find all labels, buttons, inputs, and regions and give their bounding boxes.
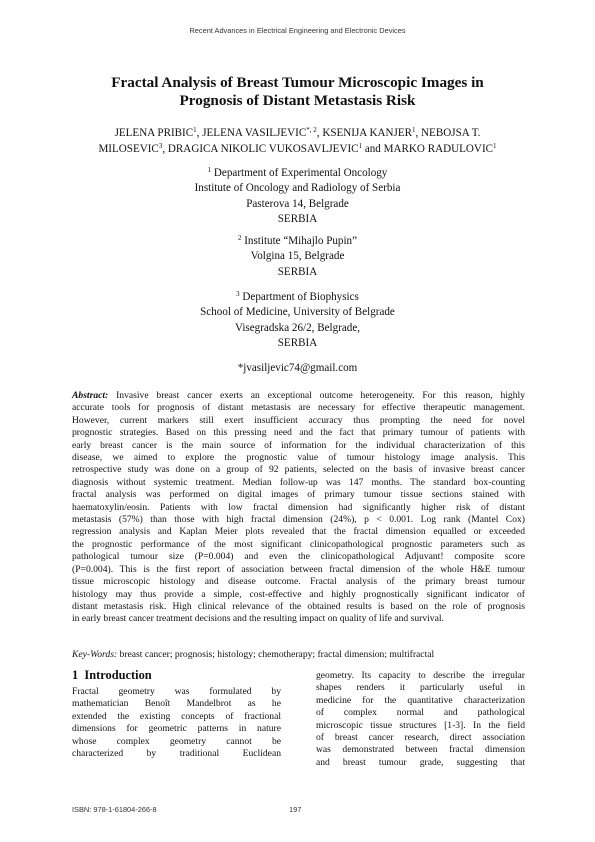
title-line: Fractal Analysis of Breast Tumour Microscopic Images in xyxy=(111,74,484,91)
abstract-line: (P=0.004). This is the first report of association between fractal dimension of the whole H&E tumour xyxy=(72,563,525,575)
author-line xyxy=(50,141,545,157)
affiliation-1 xyxy=(100,166,495,227)
affiliation-line: SERBIA xyxy=(277,265,318,278)
author-line xyxy=(50,125,545,141)
author-name: KSENIJA KANJER xyxy=(322,127,412,139)
affiliation-line xyxy=(100,166,495,181)
author-separator: and xyxy=(362,143,384,155)
keywords-label: Key-Words: xyxy=(72,649,118,660)
abstract-line: prognostic strategies. Based on this pressing need and the fact that primary tumour of patients with xyxy=(72,427,525,439)
affiliation-line: Visegradska 26/2, Belgrade, xyxy=(234,321,361,334)
abstract-line: the prognostic performance of the most significant clinicopathological prognostic parameters such as xyxy=(72,538,525,550)
affiliation-line: Pasterova 14, Belgrade xyxy=(246,197,349,210)
body-line: shapes renders it particularly useful in xyxy=(316,682,525,694)
abstract-line: pathological tumour size (P=0.004) and even the clinicopathological Adjuvant! composite score xyxy=(72,551,525,563)
abstract xyxy=(72,390,525,626)
paper-title xyxy=(60,74,535,110)
abstract-line: However, current markers still exert insufficient accuracy thus prompting the need for novel xyxy=(72,414,525,426)
body-line: and breast tumour grade, suggesting that xyxy=(316,756,525,768)
abstract-label: Abstract: xyxy=(72,390,109,401)
contact-email: *jvasiljevic74@gmail.com xyxy=(237,362,358,374)
section-heading xyxy=(72,668,152,683)
body-line: microscopic tissue structures [1-3]. In the field xyxy=(316,719,525,731)
title-line: Prognosis of Distant Metastasis Risk xyxy=(179,92,416,109)
abstract-line: tissue microscopic histology and disease outcome. Fractal analysis of the primary breast tumour xyxy=(72,576,525,588)
affiliation-line: Institute of Oncology and Radiology of Serbia xyxy=(194,182,401,195)
body-line: Fractal geometry was formulated by xyxy=(72,686,281,697)
author-affiliation-mark: 1 xyxy=(358,142,363,150)
running-header: Recent Advances in Electrical Engineering and Electronic Devices xyxy=(189,26,406,35)
abstract-line: distant metastasis risk. High clinical relevance of the obtained results is based on the role of prognosis xyxy=(72,600,525,612)
abstract-line: diagnosis without systemic treatment. Median follow-up was 147 months. The standard box-counting xyxy=(72,476,525,488)
abstract-text: Invasive breast cancer exerts an exceptional outcome heterogeneity. For this reason, highly xyxy=(108,390,525,401)
body-line: geometry. Its capacity to describe the irregular xyxy=(316,670,525,681)
abstract-line: disease, we aimed to explore the prognostic value of tumour histology image analysis. This xyxy=(72,452,525,464)
abstract-line: retrospective study was done on a group of 92 patients, selected on the basis of invasive breast cancer xyxy=(72,464,525,476)
section-number: 1 xyxy=(72,668,79,682)
affiliation-line: SERBIA xyxy=(277,336,318,349)
author-affiliation-mark: 3 xyxy=(158,142,163,150)
abstract-line: fractal analysis was performed on digital images of primary tumour tissue sections stained with xyxy=(72,489,525,501)
affiliation-mark: 3 xyxy=(236,290,240,298)
body-column-right xyxy=(316,670,525,769)
author-name: JELENA VASILJEVIC xyxy=(202,127,307,139)
abstract-line: haematoxylin/eosin. Patients with low fractal dimension had significantly higher risk of distant xyxy=(72,501,525,513)
page-number: 197 xyxy=(289,805,302,814)
abstract-line: regression analysis and Kaplan Meier plots revealed that the fractal dimension equalled or exceeded xyxy=(72,526,525,538)
abstract-line: in early breast cancer treatment decisions and the resulting impact on quality of life and survival. xyxy=(72,613,444,625)
body-column-left xyxy=(72,686,281,760)
author-name: JELENA PRIBIC xyxy=(114,127,194,139)
abstract-line: early breast cancer is the main source of information for the individual characterization of this xyxy=(72,439,525,451)
body-line: extended the existing concepts of fractional xyxy=(72,710,281,722)
affiliation-mark: 2 xyxy=(237,234,242,242)
affiliation-line: SERBIA xyxy=(277,212,318,225)
abstract-line xyxy=(72,390,525,402)
affiliation-text: Department of Biophysics xyxy=(239,291,359,303)
abstract-line: histology may thus provide a simple, cost-effective and highly prognostically significant indicator of xyxy=(72,588,525,600)
abstract-line: metastasis (57%) than those with high fractal dimension (24%), p < 0.001. Log rank (Mantel Cox) xyxy=(72,514,525,526)
affiliation-text: Department of Experimental Oncology xyxy=(211,167,388,179)
body-line: medicine for the quantitative characterization xyxy=(316,694,525,706)
author-affiliation-mark: 1 xyxy=(412,126,416,134)
author-separator: , xyxy=(316,127,323,139)
footer-isbn: ISBN: 978-1-61804-266-8 xyxy=(72,805,157,814)
affiliation-3 xyxy=(100,290,495,351)
author-affiliation-mark: *, 2 xyxy=(306,126,317,134)
body-line: characterized by traditional Euclidean xyxy=(72,748,281,760)
author-separator: , xyxy=(196,127,203,139)
section-title: Introduction xyxy=(84,668,152,682)
author-separator: , xyxy=(415,127,422,139)
affiliation-line: School of Medicine, University of Belgrade xyxy=(200,306,395,319)
affiliation-line xyxy=(100,234,495,249)
author-separator: , xyxy=(162,143,168,155)
author-name: MARKO RADULOVIC xyxy=(383,143,494,155)
author-affiliation-mark: 1 xyxy=(493,142,497,150)
affiliation-line: Volgina 15, Belgrade xyxy=(250,250,345,263)
author-list xyxy=(50,125,545,157)
author-affiliation-mark: 1 xyxy=(193,126,197,134)
body-line: mathematician Benoît Mandelbrot as he xyxy=(72,698,281,710)
author-name: MILOSEVIC xyxy=(98,143,159,155)
keywords xyxy=(72,649,525,660)
affiliation-line xyxy=(100,290,495,305)
body-line: of complex normal and pathological xyxy=(316,707,525,719)
author-name: DRAGICA NIKOLIC VUKOSAVLJEVIC xyxy=(167,143,359,155)
body-line: dimensions for geometric patterns in nature xyxy=(72,723,281,735)
abstract-line: accurate tools for prognosis of distant metastasis are necessary for effective therapeutic management. xyxy=(72,402,525,414)
body-line: whose complex geometry cannot be xyxy=(72,735,281,747)
author-name: NEBOJSA T. xyxy=(421,127,481,139)
affiliation-text: Institute “Mihajlo Pupin” xyxy=(241,235,358,247)
affiliation-2 xyxy=(100,234,495,280)
keywords-text: breast cancer; prognosis; histology; chemotherapy; fractal dimension; multifractal xyxy=(117,649,435,660)
body-line: was demonstrated between fractal dimension xyxy=(316,744,525,756)
affiliation-mark: 1 xyxy=(207,166,212,174)
body-line: of breast cancer research, direct association xyxy=(316,732,525,744)
